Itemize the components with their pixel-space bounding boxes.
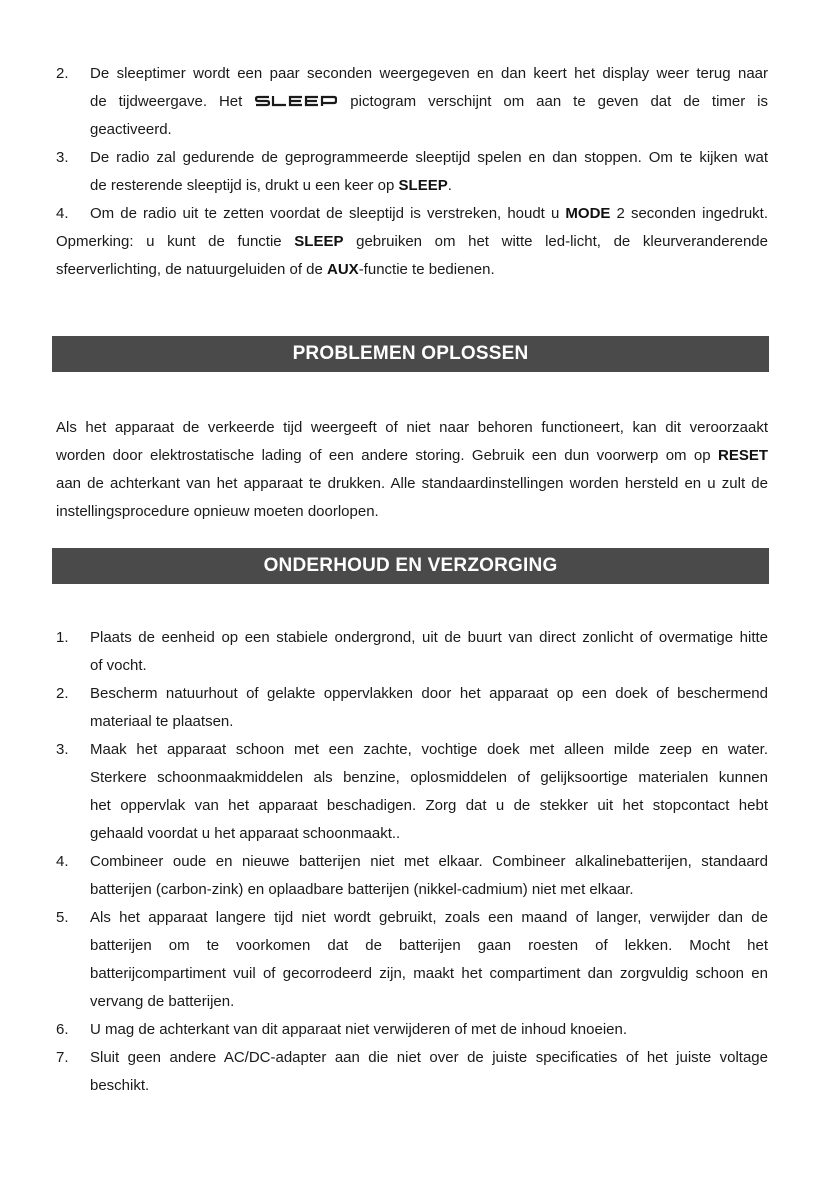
note-text: sfeerverlichting, de natuurgeluiden of de AUX-functie te bedienen.: [56, 261, 495, 278]
paragraph-text: Als het apparaat de verkeerde tijd weergeeft of niet naar behoren functioneert, kan dit veroorzaakt: [56, 419, 768, 436]
list-item-text: Sluit geen andere AC/DC-adapter aan die niet over de juiste specificaties of het juiste voltage: [90, 1049, 768, 1066]
list-number: 6.: [56, 1021, 69, 1038]
list-item-text: beschikt.: [90, 1077, 150, 1094]
list-item-text: Om de radio uit te zetten voordat de sleeptijd is verstreken, houdt u MODE 2 seconden ingedrukt.: [90, 205, 768, 222]
list-item-text: de resterende sleeptijd is, drukt u een keer op SLEEP.: [90, 177, 452, 194]
list-item-text: Sterkere schoonmaakmiddelen als benzine, oplosmiddelen of gelijksoortige materialen kunnen: [90, 769, 768, 786]
list-item-text: de tijdweergave. Het pictogram verschijnt om aan te geven dat de timer is: [90, 93, 769, 110]
list-number: 2.: [56, 65, 69, 82]
list-item-text: U mag de achterkant van dit apparaat niet verwijderen of met de inhoud knoeien.: [90, 1021, 627, 1038]
note-text: Opmerking: u kunt de functie SLEEP gebruiken om het witte led-licht, de kleurveranderende: [56, 233, 768, 250]
list-number: 3.: [56, 149, 69, 166]
section-header-troubleshooting: PROBLEMEN OPLOSSEN: [52, 336, 769, 372]
list-number: 5.: [56, 909, 69, 926]
list-number: 2.: [56, 685, 69, 702]
list-number: 1.: [56, 629, 69, 646]
list-item-text: materiaal te plaatsen.: [90, 713, 234, 730]
list-number: 4.: [56, 205, 69, 222]
list-item-text: De radio zal gedurende de geprogrammeerde sleeptijd spelen en dan stoppen. Om te kijken wat: [90, 149, 768, 166]
list-item-text: geactiveerd.: [90, 121, 172, 138]
paragraph-text: worden door elektrostatische lading of een andere storing. Gebruik een dun voorwerp om op RESET: [56, 447, 769, 464]
list-item-text: Maak het apparaat schoon met een zachte, vochtige doek met alleen milde zeep en water.: [90, 741, 768, 758]
list-item-text: Plaats de eenheid op een stabiele ondergrond, uit de buurt van direct zonlicht of overmatige hitte: [90, 629, 768, 646]
list-item-text: De sleeptimer wordt een paar seconden weergegeven en dan keert het display weer terug naar: [90, 65, 768, 82]
list-number: 7.: [56, 1049, 69, 1066]
list-item-text: het oppervlak van het apparaat beschadigen. Zorg dat u de stekker uit het stopcontact hebt: [90, 797, 768, 814]
list-item-text: batterijcompartiment vuil of gecorrodeerd zijn, maakt het compartiment dan zorgvuldig schoon en: [90, 965, 768, 982]
list-item-text: gehaald voordat u het apparaat schoonmaakt..: [90, 825, 401, 842]
list-item-text: Als het apparaat langere tijd niet wordt gebruikt, zoals een maand of langer, verwijder dan de: [90, 909, 768, 926]
list-item-text: Bescherm natuurhout of gelakte oppervlakken door het apparaat op een doek of beschermend: [90, 685, 768, 702]
section-header-care: ONDERHOUD EN VERZORGING: [52, 548, 769, 584]
paragraph-text: instellingsprocedure opnieuw moeten doorlopen.: [56, 503, 379, 520]
list-item-text: batterijen om te voorkomen dat de batterijen gaan roesten of lekken. Mocht het: [90, 937, 768, 954]
paragraph-text: aan de achterkant van het apparaat te drukken. Alle standaardinstellingen worden hersteld en u zult de: [56, 475, 768, 492]
list-item-text: batterijen (carbon-zink) en oplaadbare batterijen (nikkel-cadmium) niet met elkaar.: [90, 881, 634, 898]
sleep-icon: [255, 95, 337, 107]
list-item-text: Combineer oude en nieuwe batterijen niet met elkaar. Combineer alkalinebatterijen, standaard: [90, 853, 768, 870]
list-item-text: of vocht.: [90, 657, 147, 674]
list-item-text: vervang de batterijen.: [90, 993, 235, 1010]
list-number: 3.: [56, 741, 69, 758]
list-number: 4.: [56, 853, 69, 870]
